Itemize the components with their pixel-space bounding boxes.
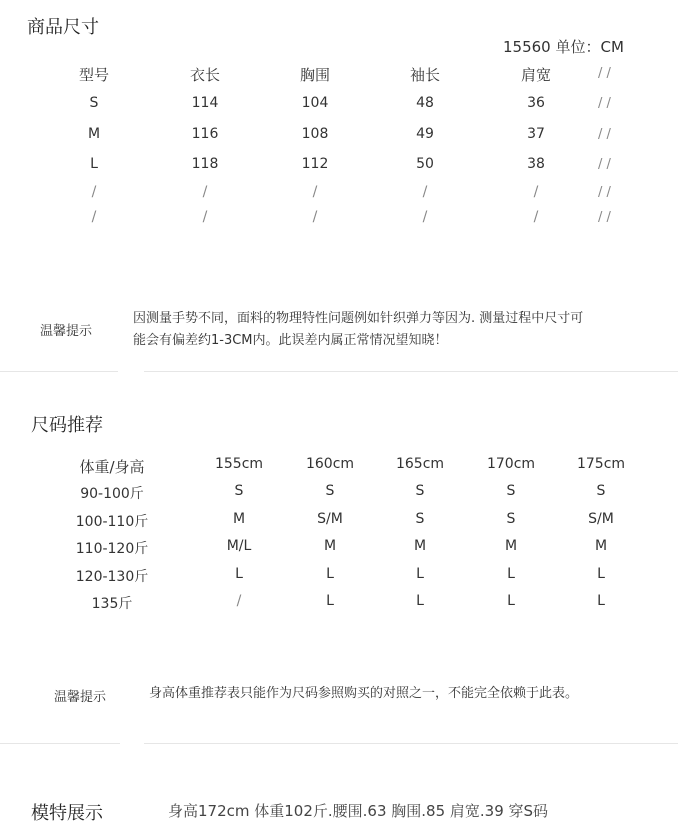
divider	[144, 371, 678, 372]
row-shoulder: 36	[527, 95, 545, 111]
height-header: 170cm	[486, 456, 536, 472]
size-cell: L	[416, 566, 424, 582]
header-length: 衣长	[189, 66, 221, 84]
row-length: /	[202, 184, 208, 200]
recommend-tip-text: 身高体重推荐表只能作为尺码参照购买的对照之一，不能完全依赖于此表。	[149, 686, 579, 701]
size-cell: L	[597, 593, 605, 609]
size-cell: S	[506, 483, 516, 499]
size-cell: L	[416, 593, 424, 609]
size-cell: S	[325, 483, 335, 499]
row-length: 114	[191, 95, 219, 111]
row-chest: 104	[301, 95, 329, 111]
row-shoulder: 37	[527, 126, 545, 142]
recommend-tip-label: 温馨提示	[54, 690, 107, 705]
size-cell: L	[507, 566, 515, 582]
row-size: L	[90, 156, 98, 172]
divider	[0, 371, 118, 372]
row-sleeve: /	[422, 184, 428, 200]
size-tip-line-1: 因测量手势不同，面料的物理特性问题例如针织弹力等因为. 测量过程中尺寸可	[133, 311, 584, 326]
size-tip-label: 温馨提示	[40, 324, 93, 339]
weight-cell: 120-130斤	[75, 569, 149, 585]
row-sleeve: 49	[416, 126, 434, 142]
model-info: 身高172cm 体重102斤.腰围.63 胸围.85 肩宽.39 穿S码	[168, 802, 549, 820]
row-chest: 108	[301, 126, 329, 142]
size-tip-text	[133, 308, 583, 352]
weight-cell: 110-120斤	[75, 541, 149, 557]
size-section-title: 商品尺寸	[27, 17, 99, 38]
size-cell: M	[323, 538, 337, 554]
recommend-section-title: 尺码推荐	[31, 415, 103, 436]
size-cell: S/M	[588, 511, 614, 527]
row-shoulder: /	[533, 184, 539, 200]
extra-cell: / /	[598, 127, 611, 142]
size-cell: M	[504, 538, 518, 554]
divider	[0, 743, 120, 744]
height-header: 175cm	[576, 456, 626, 472]
header-model: 型号	[78, 66, 110, 84]
row-length: 116	[191, 126, 219, 142]
row-size: /	[91, 184, 97, 200]
row-length: /	[202, 209, 208, 225]
extra-cell: / /	[598, 210, 611, 225]
size-cell: L	[507, 593, 515, 609]
header-chest: 胸围	[299, 66, 331, 84]
extra-cell: / /	[598, 66, 611, 81]
size-tip-line-2: 能会有偏差约1-3CM内。此误差内属正常情况望知晓！	[133, 333, 448, 348]
height-header: 160cm	[305, 456, 355, 472]
row-size: M	[87, 126, 101, 142]
height-header: 155cm	[214, 456, 264, 472]
extra-cell: / /	[598, 96, 611, 111]
row-chest: 112	[301, 156, 329, 172]
extra-cell: / /	[598, 157, 611, 172]
row-length: 118	[191, 156, 219, 172]
row-chest: /	[312, 209, 318, 225]
row-chest: /	[312, 184, 318, 200]
weight-cell: 90-100斤	[80, 486, 144, 502]
weight-cell: 100-110斤	[75, 514, 149, 530]
corner-header: 体重/身高	[79, 458, 145, 476]
row-sleeve: 48	[416, 95, 434, 111]
size-cell: S	[415, 483, 425, 499]
size-cell: S	[596, 483, 606, 499]
row-sleeve: /	[422, 209, 428, 225]
height-header: 165cm	[395, 456, 445, 472]
size-cell: M/L	[226, 538, 252, 554]
row-shoulder: 38	[527, 156, 545, 172]
header-sleeve: 袖长	[409, 66, 441, 84]
size-cell: S	[506, 511, 516, 527]
size-cell: L	[597, 566, 605, 582]
row-size: /	[91, 209, 97, 225]
product-code-unit: 15560 单位：CM	[503, 38, 624, 56]
size-cell: M	[594, 538, 608, 554]
row-size: S	[89, 95, 99, 111]
size-cell: M	[413, 538, 427, 554]
row-sleeve: 50	[416, 156, 434, 172]
divider	[144, 743, 678, 744]
header-shoulder: 肩宽	[520, 66, 552, 84]
size-cell: S	[415, 511, 425, 527]
size-cell: L	[235, 566, 243, 582]
row-shoulder: /	[533, 209, 539, 225]
size-cell: S	[234, 483, 244, 499]
weight-cell: 135斤	[91, 596, 133, 612]
size-cell: L	[326, 593, 334, 609]
size-cell: L	[326, 566, 334, 582]
size-cell: M	[232, 511, 246, 527]
size-cell: S/M	[317, 511, 343, 527]
extra-cell: / /	[598, 185, 611, 200]
size-cell: /	[236, 593, 242, 609]
model-section-title: 模特展示	[31, 803, 103, 824]
